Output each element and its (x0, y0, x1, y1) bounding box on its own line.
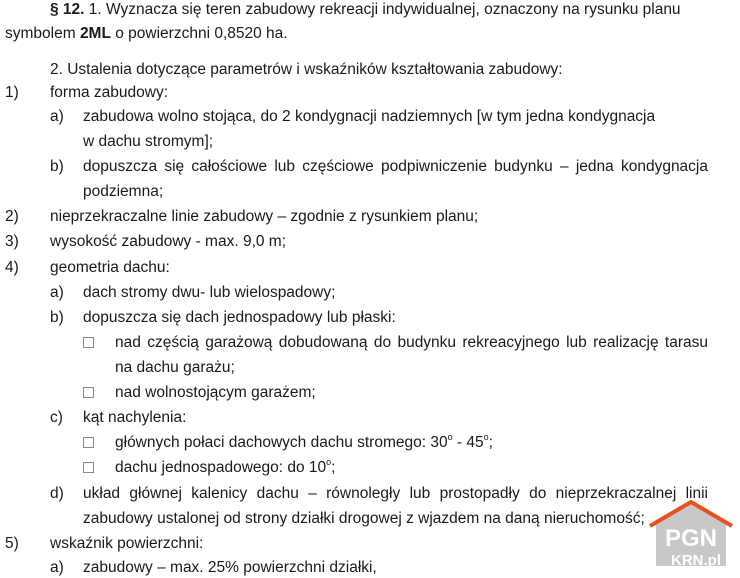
subitem-letter: a) (50, 559, 64, 576)
subitem-text: dach stromy dwu- lub wielospadowy; (83, 284, 336, 301)
subitem-text: dopuszcza się całościowe lub częściowe podpiwniczenie budynku – jedna kondygnacja (83, 158, 708, 175)
subitem-text-cont: podziemna; (83, 183, 164, 200)
subitem-letter: d) (50, 485, 64, 502)
item-number: 3) (5, 233, 19, 250)
watermark-logo (648, 500, 734, 570)
subitem-text-cont: w dachu stromym]; (83, 133, 214, 150)
item-text: forma zabudowy: (50, 84, 169, 101)
checkbox-bullet-icon (83, 433, 94, 453)
item-text: wysokość zabudowy - max. 9,0 m; (50, 233, 287, 250)
item-number: 4) (5, 259, 19, 276)
subitem-text: zabudowy – max. 25% powierzchni działki, (83, 559, 377, 576)
bullet-text-cont: na dachu garażu; (115, 359, 235, 376)
paragraph-text: 1. Wyznacza się teren zabudowy rekreacji indywidualnej, oznaczony na rysunku planu (84, 1, 681, 18)
subitem-letter: a) (50, 108, 64, 125)
subitem-letter: b) (50, 158, 64, 175)
subitem-text-cont: zabudowy ustalonej od strony działki drogowej z wjazdem na daną nieruchomość; (83, 510, 645, 527)
subitem-text: kąt nachylenia: (83, 409, 187, 426)
subitem-text: dopuszcza się dach jednospadowy lub płaski: (83, 309, 396, 326)
checkbox-bullet-icon (83, 458, 94, 478)
section-heading: 2. Ustalenia dotyczące parametrów i wskaźników kształtowania zabudowy: (50, 61, 563, 78)
bullet-text: nad częścią garażową dobudowaną do budynku rekreacyjnego lub realizację tarasu (115, 334, 708, 351)
subitem-letter: a) (50, 284, 64, 301)
paragraph-heading (50, 0, 681, 20)
bullet-text: głównych połaci dachowych dachu stromego: 30$^o$ - 45$^o$; (115, 432, 493, 451)
item-text: wskaźnik powierzchni: (50, 535, 204, 552)
bullet-text: dachu jednospadowego: do 10$^o$; (115, 457, 336, 476)
subitem-letter: b) (50, 309, 64, 326)
watermark-logo-text: PGN (664, 525, 718, 552)
bullet-text: nad wolnostojącym garażem; (115, 384, 316, 401)
item-number: 2) (5, 208, 19, 225)
paragraph-text-line2: symbolem 2ML o powierzchni 0,8520 ha. (5, 25, 288, 42)
checkbox-bullet-icon (83, 383, 94, 403)
subitem-text: układ głównej kalenicy dachu – równoległy lub prostopadły do nieprzekraczalnej linii (83, 485, 708, 502)
paragraph-number: § 12. (50, 1, 85, 18)
subitem-letter: c) (50, 409, 63, 426)
item-number: 1) (5, 84, 19, 101)
watermark-site-text: KRN.pl (671, 552, 721, 569)
item-text: geometria dachu: (50, 259, 170, 276)
item-text: nieprzekraczalne linie zabudowy – zgodnie z rysunkiem planu; (50, 208, 479, 225)
checkbox-bullet-icon (83, 333, 94, 353)
item-number: 5) (5, 535, 19, 552)
subitem-text: zabudowa wolno stojąca, do 2 kondygnacji nadziemnych [w tym jedna kondygnacja (83, 108, 656, 125)
zone-symbol: 2ML (79, 25, 111, 42)
